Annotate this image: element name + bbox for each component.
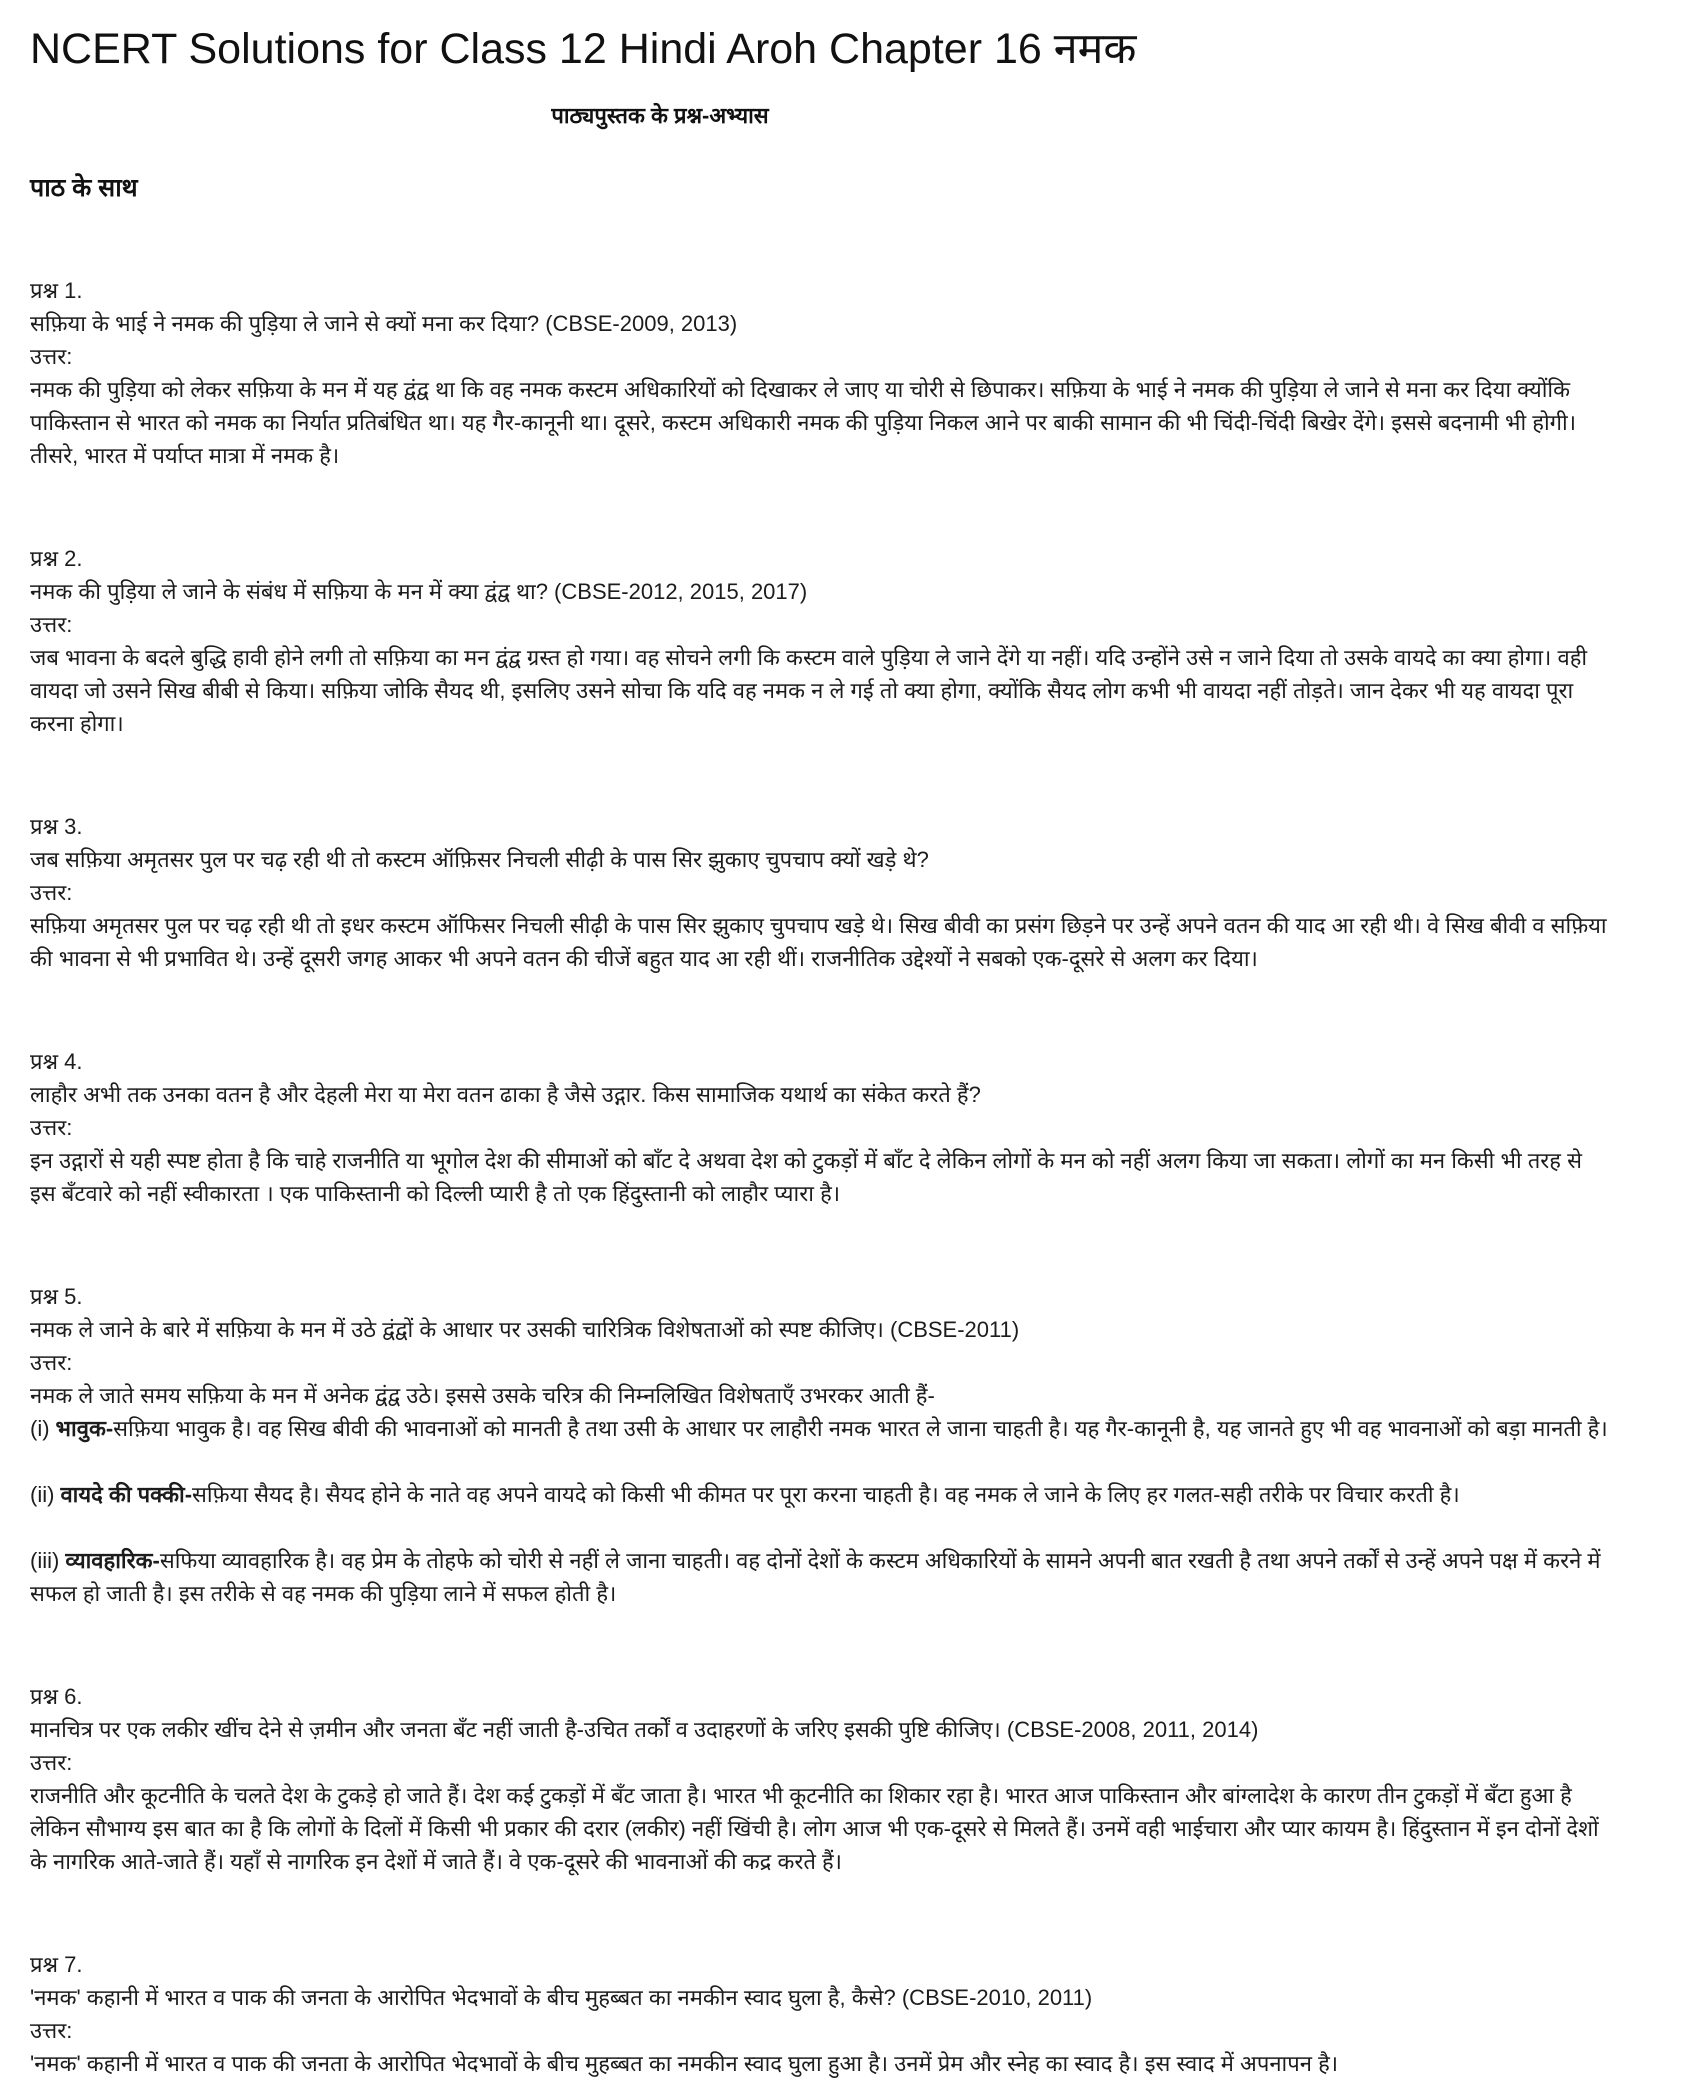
answer-label: उत्तर: xyxy=(30,611,73,637)
point-title: भावुक- xyxy=(55,1415,114,1441)
answer-label: उत्तर: xyxy=(30,879,73,905)
point-text: सफ़िया सैयद है। सैयद होने के नाते वह अपने वायदे को किसी भी कीमत पर पूरा करना चाहती है। वह नमक ले जाने के लिए हर गलत-सही तरीके पर विचार करती है। xyxy=(192,1481,1460,1507)
point-text: सफिया व्यावहारिक है। वह प्रेम के तोहफे को चोरी से नहीं ले जाना चाहती। वह दोनों देशों के कस्टम अधिकारियों के सामने अपनी बात रखती है तथा अपने तर्कों से उन्हें अपने पक्ष में करने में सफल हो जाती है। इस तरीके से वह नमक की पुड़िया लाने में सफल होती है। xyxy=(30,1547,1601,1606)
section-heading: पाठ के साथ xyxy=(30,173,138,202)
question-text: नमक ले जाने के बारे में सफ़िया के मन में उठे द्वंद्वों के आधार पर उसकी चारित्रिक विशेषताओं को स्पष्ट कीजिए। (CBSE-2011) xyxy=(30,1316,1020,1342)
answer-label: उत्तर: xyxy=(30,1349,73,1375)
question-number: प्रश्न 4. xyxy=(30,1048,83,1074)
question-number: प्रश्न 5. xyxy=(30,1283,83,1309)
answer-label: उत्तर: xyxy=(30,1114,73,1140)
answer-text: जब भावना के बदले बुद्धि हावी होने लगी तो सफ़िया का मन द्वंद्व ग्रस्त हो गया। वह सोचने लगी कि कस्टम वाले पुड़िया ले जाने देंगे या नहीं। यदि उन्होंने उसे न जाने दिया तो उसके वायदे का क्या होगा। वही वायदा जो उसने सिख बीबी से किया। सफ़िया जोकि सैयद थी, इसलिए उसने सोचा कि यदि वह नमक न ले गई तो क्या होगा, क्योंकि सैयद लोग कभी भी वायदा नहीं तोड़ते। जान देकर भी यह वायदा पूरा करना होगा। xyxy=(30,644,1588,736)
question-number: प्रश्न 6. xyxy=(30,1683,83,1709)
point-title: व्यावहारिक- xyxy=(65,1547,160,1573)
question-block-5 xyxy=(30,1280,1610,1610)
question-block-4 xyxy=(30,1045,1610,1210)
answer-text: इन उद्गारों से यही स्पष्ट होता है कि चाहे राजनीति या भूगोल देश की सीमाओं को बाँट दे अथवा देश को टुकड़ों में बाँट दे लेकिन लोगों के मन को नहीं अलग किया जा सकता। लोगों का मन किसी भी तरह से इस बँटवारे को नहीं स्वीकारता । एक पाकिस्तानी को दिल्ली प्यारी है तो एक हिंदुस्तानी को लाहौर प्यारा है। xyxy=(30,1147,1582,1206)
question-text: लाहौर अभी तक उनका वतन है और देहली मेरा या मेरा वतन ढाका है जैसे उद्गार. किस सामाजिक यथार्थ का संकेत करते हैं? xyxy=(30,1081,981,1107)
question-number: प्रश्न 2. xyxy=(30,545,83,571)
question-block-3 xyxy=(30,810,1610,975)
question-block-1 xyxy=(30,274,1610,472)
answer-text: 'नमक' कहानी में भारत व पाक की जनता के आरोपित भेदभावों के बीच मुहब्बत का नमकीन स्वाद घुला हुआ है। उनमें प्रेम और स्नेह का स्वाद है। इस स्वाद में अपनापन है। xyxy=(30,2050,1339,2076)
answer-label: उत्तर: xyxy=(30,2017,73,2043)
answer-label: उत्तर: xyxy=(30,343,73,369)
textbook-exercise-subtitle: पाठ्यपुस्तक के प्रश्न-अभ्यास xyxy=(551,102,769,128)
point-marker: (iii) xyxy=(30,1547,60,1573)
question-block-7 xyxy=(30,1948,1610,2080)
question-number: प्रश्न 7. xyxy=(30,1951,83,1977)
answer-text: राजनीति और कूटनीति के चलते देश के टुकड़े हो जाते हैं। देश कई टुकड़ों में बँट जाता है। भारत भी कूटनीति का शिकार रहा है। भारत आज पाकिस्तान और बांग्लादेश के कारण तीन टुकड़ों में बँटा हुआ है लेकिन सौभाग्य इस बात का है कि लोगों के दिलों में किसी भी प्रकार की दरार (लकीर) नहीं खिंची है। लोग आज भी एक-दूसरे से मिलते हैं। उनमें वही भाईचारा और प्यार कायम है। हिंदुस्तान में इन दोनों देशों के नागरिक आते-जाते हैं। यहाँ से नागरिक इन देशों में जाते हैं। वे एक-दूसरे की भावनाओं की कद्र करते हैं। xyxy=(30,1782,1599,1874)
question-text: सफ़िया के भाई ने नमक की पुड़िया ले जाने से क्यों मना कर दिया? (CBSE-2009, 2013) xyxy=(30,310,738,336)
question-text: नमक की पुड़िया ले जाने के संबंध में सफ़िया के मन में क्या द्वंद्व था? (CBSE-2012, 2015, 2017) xyxy=(30,578,808,604)
answer-point-iii xyxy=(30,1544,1610,1610)
page-title: NCERT Solutions for Class 12 Hindi Aroh Chapter 16 नमक xyxy=(30,25,1137,73)
question-text: मानचित्र पर एक लकीर खींच देने से ज़मीन और जनता बँट नहीं जाती है-उचित तर्कों व उदाहरणों के जरिए इसकी पुष्टि कीजिए। (CBSE-2008, 2011, 2014) xyxy=(30,1716,1259,1742)
point-title: वायदे की पक्की- xyxy=(60,1481,193,1507)
question-number: प्रश्न 1. xyxy=(30,277,83,303)
question-block-2 xyxy=(30,542,1610,740)
answer-point-i xyxy=(30,1412,1610,1445)
answer-label: उत्तर: xyxy=(30,1749,73,1775)
answer-intro-text: नमक ले जाते समय सफ़िया के मन में अनेक द्वंद्व उठे। इससे उसके चरित्र की निम्नलिखित विशेषताएँ उभरकर आती हैं- xyxy=(30,1382,935,1408)
content-column xyxy=(30,24,1670,2080)
question-block-6 xyxy=(30,1680,1610,1878)
question-number: प्रश्न 3. xyxy=(30,813,83,839)
answer-text: नमक की पुड़िया को लेकर सफ़िया के मन में यह द्वंद्व था कि वह नमक कस्टम अधिकारियों को दिखाकर ले जाए या चोरी से छिपाकर। सफ़िया के भाई ने नमक की पुड़िया ले जाने से मना कर दिया क्योंकि पाकिस्तान से भारत को नमक का निर्यात प्रतिबंधित था। यह गैर-कानूनी था। दूसरे, कस्टम अधिकारी नमक की पुड़िया निकल आने पर बाकी सामान की भी चिंदी-चिंदी बिखेर देंगे। इससे बदनामी भी होगी। तीसरे, भारत में पर्याप्त मात्रा में नमक है। xyxy=(30,376,1577,468)
point-marker: (i) xyxy=(30,1415,50,1441)
point-text: सफ़िया भावुक है। वह सिख बीवी की भावनाओं को मानती है तथा उसी के आधार पर लाहौरी नमक भारत ले जाना चाहती है। यह गैर-कानूनी है, यह जानते हुए भी वह भावनाओं को बड़ा मानती है। xyxy=(113,1415,1608,1441)
point-marker: (ii) xyxy=(30,1481,55,1507)
answer-text: सफ़िया अमृतसर पुल पर चढ़ रही थी तो इधर कस्टम ऑफिसर निचली सीढ़ी के पास सिर झुकाए चुपचाप खड़े थे। सिख बीवी का प्रसंग छिड़ने पर उन्हें अपने वतन की याद आ रही थी। वे सिख बीवी व सफ़िया की भावना से भी प्रभावित थे। उन्हें दूसरी जगह आकर भी अपने वतन की चीजें बहुत याद आ रही थीं। राजनीतिक उद्देश्यों ने सबको एक-दूसरे से अलग कर दिया। xyxy=(30,912,1607,971)
answer-point-ii xyxy=(30,1478,1610,1511)
question-text: 'नमक' कहानी में भारत व पाक की जनता के आरोपित भेदभावों के बीच मुहब्बत का नमकीन स्वाद घुला है, कैसे? (CBSE-2010, 2011) xyxy=(30,1984,1093,2010)
question-text: जब सफ़िया अमृतसर पुल पर चढ़ रही थी तो कस्टम ऑफ़िसर निचली सीढ़ी के पास सिर झुकाए चुपचाप क्यों खड़े थे? xyxy=(30,846,929,872)
